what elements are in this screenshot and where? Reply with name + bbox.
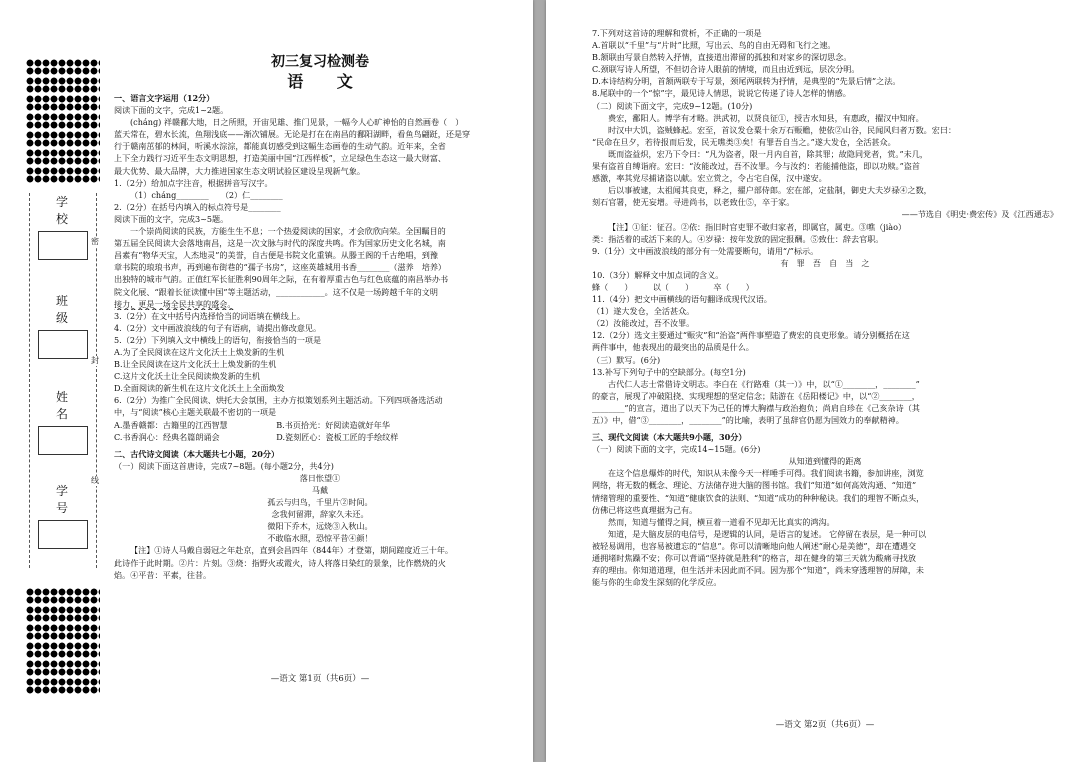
field-class [38, 292, 88, 359]
passage-line: 然而，知道与懂得之间，横亘着一道看不见却无比真实的鸿沟。 [608, 516, 835, 527]
exam-page-2 [546, 0, 1080, 762]
field-label: 学校 [55, 195, 78, 226]
poem-line: 不敢临水照，恐惊平昔④颜！ [267, 533, 373, 544]
passage-line: ________”的宣言，道出了以天下为己任的博大胸襟与政治抱负；尚肩自珍在《己亥杂诗（其 [592, 402, 920, 413]
passage-line: 被轻易调用，也容易被遗忘的“信息”。你可以清晰地向他人阐述“耐心是美德”，却在遭遇交 [592, 540, 917, 551]
page-footer: —语文 第2页（共6页）— [775, 720, 875, 730]
passage-line: 通拥堵时焦躁不安；你可以背诵“坚持就是胜利”的格言，却在健身的第三天就为酸痛寻找放 [592, 553, 916, 564]
exam-page-1 [0, 0, 533, 762]
instruction-line: （一）阅读下面的文字，完成14~15题。(6分) [592, 444, 761, 455]
question-line: 2.（2分）在括号内填入的标点符号是________ [114, 201, 281, 212]
section-heading: 三、现代文阅读（本大题共9小题，30分） [592, 432, 747, 443]
passage-line: 行于赣南茁郁的林间，听溪水淙淙，都能真切感受到这幅生态画卷的生动气韵。近年来，全省 [114, 141, 446, 152]
field-label: 学号 [55, 484, 78, 515]
gutter-dot-strip [26, 642, 100, 658]
gutter-dot-strip [26, 95, 100, 111]
seal-word-feng: 封 [91, 356, 99, 365]
option-line: A.为了全民阅读在这片文化沃土上焕发新的生机 [114, 346, 285, 357]
passage-line: 第五届全民阅读大会落地南昌，这是一次文脉与时代的深度共鸣。作为国家历史文化名城，南 [114, 238, 446, 249]
option-line: B.让全民阅读在这片文化沃土上焕发新的生机 [114, 359, 277, 370]
passage-line: 出独特的城市气韵。正值红军长征胜利90周年之际，在有着厚重古色与红色底蕴的南昌举办书 [114, 274, 449, 285]
annotation-line: 【注】①诗人马戴自弱冠之年赴京，直到会昌四年（844年）才登第，期间蹉度近三十年。 [130, 545, 454, 556]
passage-line: 的豪言，展现了冲破阻挠、实现理想的坚定信念；陆游在《岳阳楼记》中，以“②________， [592, 390, 920, 401]
word-blanks: 蜂（ ） 以（ ） 卒（ ） [592, 281, 754, 292]
passage-line: 章书院的琅琅书声，再到遍布街巷的“孺子书房”，这座英雄城用书香________（滋养 培养） [114, 262, 447, 273]
gutter-dot-strip [26, 131, 100, 147]
question-line: （1）遂大发仓，全活甚众。 [592, 306, 695, 317]
passage-line: (chánɡ) 祥赣鄱大地，日之所照，开宙见雄、推门见景，一幅今人心旷神怡的自然画卷（ ） [130, 117, 464, 128]
exam-subject: 语 文 [287, 72, 367, 91]
instruction-line: （一）阅读下面这首唐诗，完成7~8题。(每小题2分，共4分) [114, 460, 334, 471]
field-name [38, 388, 88, 455]
gutter-dot-strip [26, 588, 100, 604]
question-line: 6.（2分）为推广全民阅读、烘托大会氛围，主办方拟策划系列主题活动。下列四项备选活动 [114, 395, 443, 406]
gutter-dot-strip [26, 624, 100, 640]
passage-line: 接力，更是一场全民共享的盛会。 [114, 298, 236, 309]
seal-word-mi: 密 [91, 237, 99, 246]
question-line: 中，与“阅读”核心主题关联最不密切的一项是 [114, 407, 277, 418]
instruction-line: （二）阅读下面文字，完成9~12题。(10分) [592, 100, 753, 111]
question-line: （1）cháng________ （2）仁________ [130, 189, 283, 200]
question-line: 1.（2分）给加点字注音，根据拼音写汉字。 [114, 177, 273, 188]
class-input-box[interactable] [38, 330, 88, 359]
instruction-line: 阅读下面的文字，完成1~2题。 [114, 105, 229, 116]
passage-line: 古代仁人志士常借诗文明志。李白在《行路难（其一）》中，以“①________，________” [608, 378, 920, 389]
passage-line: 蓝天常在，碧水长流，鱼翔浅底——渐次铺展。无论是打在在南昌的鄱阳湖畔，看鱼鸟翩跹，还是穿 [114, 129, 471, 140]
passage-line: “民命在旦夕，若待报而后发，民无噍类③矣！有罪吾自当之。”遂大发仓，全活甚众。 [592, 136, 896, 147]
poem-author: 马戴 [311, 485, 329, 495]
gutter-dot-strip [26, 149, 100, 165]
option-line: D.本诗结构分明，首颔两联专于写景，颈尾两联转为抒情，是典型的“先景后情”之法。 [592, 76, 901, 87]
passage-line: 五）》中，借“③________，________”的比喻，表明了虽辞官仍愿为国效力的奉献精神。 [592, 415, 904, 425]
question-line: 13.补写下列句子中的空缺部分。(每空1分) [592, 366, 746, 377]
poem-line: 念我何留滞，辞家久未还。 [271, 509, 369, 520]
passage-line: 网络，将无数的概念、理论、方法储存进大脑的图书馆。我们“知道”如何高效沟通、“知道” [592, 480, 917, 491]
annotation-line: 此诗作于此时期。②片：片刻。③烧：指野火或霞火，诗人将落日染红的景象，比作燃烧的火 [114, 557, 446, 568]
passage-line: 感激，率其党尽捕诸盗以献。宏立赏之，令占宅自保，汉中遂安。 [592, 173, 827, 184]
question-line: 4.（2分）文中画波浪线的句子有语病，请提出修改意见。 [114, 322, 322, 333]
name-input-box[interactable] [38, 426, 88, 455]
gutter-dashed-line [96, 193, 97, 568]
gutter-dashed-line [29, 193, 30, 568]
seal-word-xian: 线 [91, 476, 99, 485]
gutter-dot-strip [26, 606, 100, 622]
option-line: A.墨香赣都：古籍里的江西智慧 B.书页拾光：好阅读造就好年华 [114, 419, 390, 430]
annotation-line: 焰。④平昔：平素，往昔。 [114, 569, 212, 580]
field-student-id [38, 482, 88, 549]
passage-line: 最大优势、最大品牌，大力推进国家生态文明试验区建设呈现新气象。 [114, 165, 365, 176]
gutter-dot-strip [26, 113, 100, 129]
gutter-dot-strip [26, 77, 100, 93]
field-label: 班级 [55, 294, 78, 325]
passage-line: 费宏，鄱阳人。博学有才略。洪武初，以贤良征①，授吉水知县，有惠政，擢汉中知府。 [608, 112, 924, 123]
passage-line: 能与你的生命发生深刻的化学反应。 [592, 577, 722, 588]
school-input-box[interactable] [38, 231, 88, 260]
question-line: 11.（4分）把文中画横线的语句翻译成现代汉语。 [592, 294, 772, 305]
annotation-line: 【注】①征：征召。②依：指旧时官吏罪不敢归家者，即属官，属吏。③噍（jiào） [608, 221, 907, 232]
passage-line: 知道，是大脑皮层的电信号，是逻辑的认同，是语言的复述。 它停留在表层，是一种可以 [608, 528, 927, 539]
question-line: 10.（3分）解释文中加点词的含义。 [592, 269, 724, 280]
field-school [38, 193, 88, 260]
option-line: D.全面阅读的新生机在这片文化沃土上全面焕发 [114, 383, 285, 394]
field-label: 姓名 [55, 390, 78, 421]
passage-line: 既而盗益炽，宏乃下令曰：“凡为盗者，限一月内自首，除其罪；故隐同党者，赏。”未几， [608, 148, 928, 159]
question-line: 8.尾联中的一个“惊”字，最见诗人情思，说说它传递了诗人怎样的情感。 [592, 88, 851, 99]
gutter-dot-strip [26, 167, 100, 183]
poem-line: 孤云与归鸟，千里片②时间。 [267, 497, 373, 508]
page-footer: —语文 第1页（共6页）— [270, 674, 370, 684]
passage-line: 弃的理由。你知道道理，但生活并未因此而不同。因为那个“知道”，尚未穿透理智的屏障，未 [592, 565, 925, 576]
option-line: C.书香润心：经典名篇朗诵会 D.瓷刻匠心：瓷板工匠的手绘纹样 [114, 431, 399, 442]
student-id-input-box[interactable] [38, 520, 88, 549]
question-line: 9.（1分）文中画波浪线的部分有一处需要断句，请用“/”标示。 [592, 245, 819, 256]
annotation-line: 类：指活着的或活下来的人。④岁禄：按年发放的固定报酬。⑤致仕：辞去官职。 [592, 233, 884, 244]
section-heading: 一、语言文字运用（12分） [114, 93, 215, 103]
option-line: C.这片文化沃土让全民阅读焕发新的生机 [114, 371, 261, 382]
passage-line: 院文化展、“跟着长征读懂中国”等主题活动，____________。这不仅是一场跨越千年的文明 [114, 286, 438, 297]
passage-line: 果有盗首自缚诣府。宏曰：“汝能改过，吾不汝罪。今与汝约：若能捕他盗，即以功赎。”盗首 [592, 161, 920, 172]
gutter-dot-strip [26, 59, 100, 75]
source-line: ——节选自《明史·费宏传》及《江西通志》 [901, 209, 1058, 220]
question-line: 两件事中，他表现出的最突出的品质是什么。 [592, 342, 754, 353]
instruction-line: 阅读下面的文字，完成3~5题。 [114, 213, 229, 224]
option-line: C.颈联写诗人所望，不但切合诗人眼前的情境，而且由近到远，层次分明。 [592, 64, 860, 75]
option-line: B.颔联由写景自然转入抒情，直接道出滞留的孤独和对家乡的深切思念。 [592, 52, 852, 63]
section-heading: 二、古代诗文阅读（本大题共七小题，20分） [114, 448, 280, 459]
gutter-dot-strip [26, 660, 100, 676]
passage-line: 一个崇尚阅读的民族，方能生生不息；一个热爱阅读的国家，才会欣欣向荣。全国瞩目的 [130, 226, 446, 237]
poem-title: 落日怅望① [299, 472, 341, 483]
punctuation-exercise: 有 罪 吾 自 当 之 [780, 257, 870, 268]
poem-line: 微阳下乔木，远烧③入秋山。 [267, 521, 373, 532]
question-line: 3.（2分）在文中括号内选择恰当的词语填在横线上。 [114, 310, 305, 321]
passage-line: 后以事被逮，太祖闻其良吏，释之，擢户部侍郎。宏在部，定盐制，御史大夫岁禄④之数， [608, 185, 932, 196]
passage-line: 刻石官署，使无妄增。寻进尚书，以老致仕⑤，卒于家。 [592, 197, 795, 208]
passage-line: 昌素有“物华天宝，人杰地灵”的美誉，自古便是书院文化重镇。从滕王阁的千古绝唱，到豫 [114, 250, 438, 261]
page-2-content [592, 27, 1058, 588]
question-line: （2）汝能改过，吾不汝罪。 [592, 318, 695, 329]
article-title: 从知道到懂得的距离 [788, 456, 862, 467]
question-line: 12.（2分）选文主要通过“赈灾”和“治盗”两件事塑造了费宏的良吏形象。请分别概括在这 [592, 330, 910, 341]
question-line: 5.（2分）下列填入文中横线上的语句，衔接恰当的一项是 [114, 334, 322, 345]
page-1-content [114, 52, 526, 581]
passage-line: 上下全力践行习近平生态文明思想，打造美丽中国“江西样板”，立足绿色生态这一最大财富、 [114, 153, 447, 164]
gutter-dot-strip [26, 678, 100, 694]
question-line: 7.下列对这首诗的理解和赏析，不正确的一项是 [592, 28, 762, 38]
exam-title: 初三复习检测卷 [271, 54, 369, 70]
passage-line: 在这个信息爆炸的时代，知识从未像今天一样唾手可得。我们阅读书籍，参加讲座，浏览 [608, 468, 924, 479]
option-line: A.首联以“千里”与“片时”比照，写出云、鸟的自由无碍和飞行之速。 [592, 40, 836, 51]
section-heading: （三）默写。(6分) [592, 354, 661, 365]
passage-line: 仿佛已将这些真理据为己有。 [592, 504, 698, 515]
passage-line: 情绪管理的重要性、“知道”健康饮食的法则、“知道”成功的种种秘诀。我们的理智不断点头， [592, 492, 925, 503]
passage-line: 时汉中大饥，盗贼蜂起。宏至，首议发仓粟十余万石赈赡，使依②山谷，民闻风归者万数。宏曰： [608, 124, 957, 135]
